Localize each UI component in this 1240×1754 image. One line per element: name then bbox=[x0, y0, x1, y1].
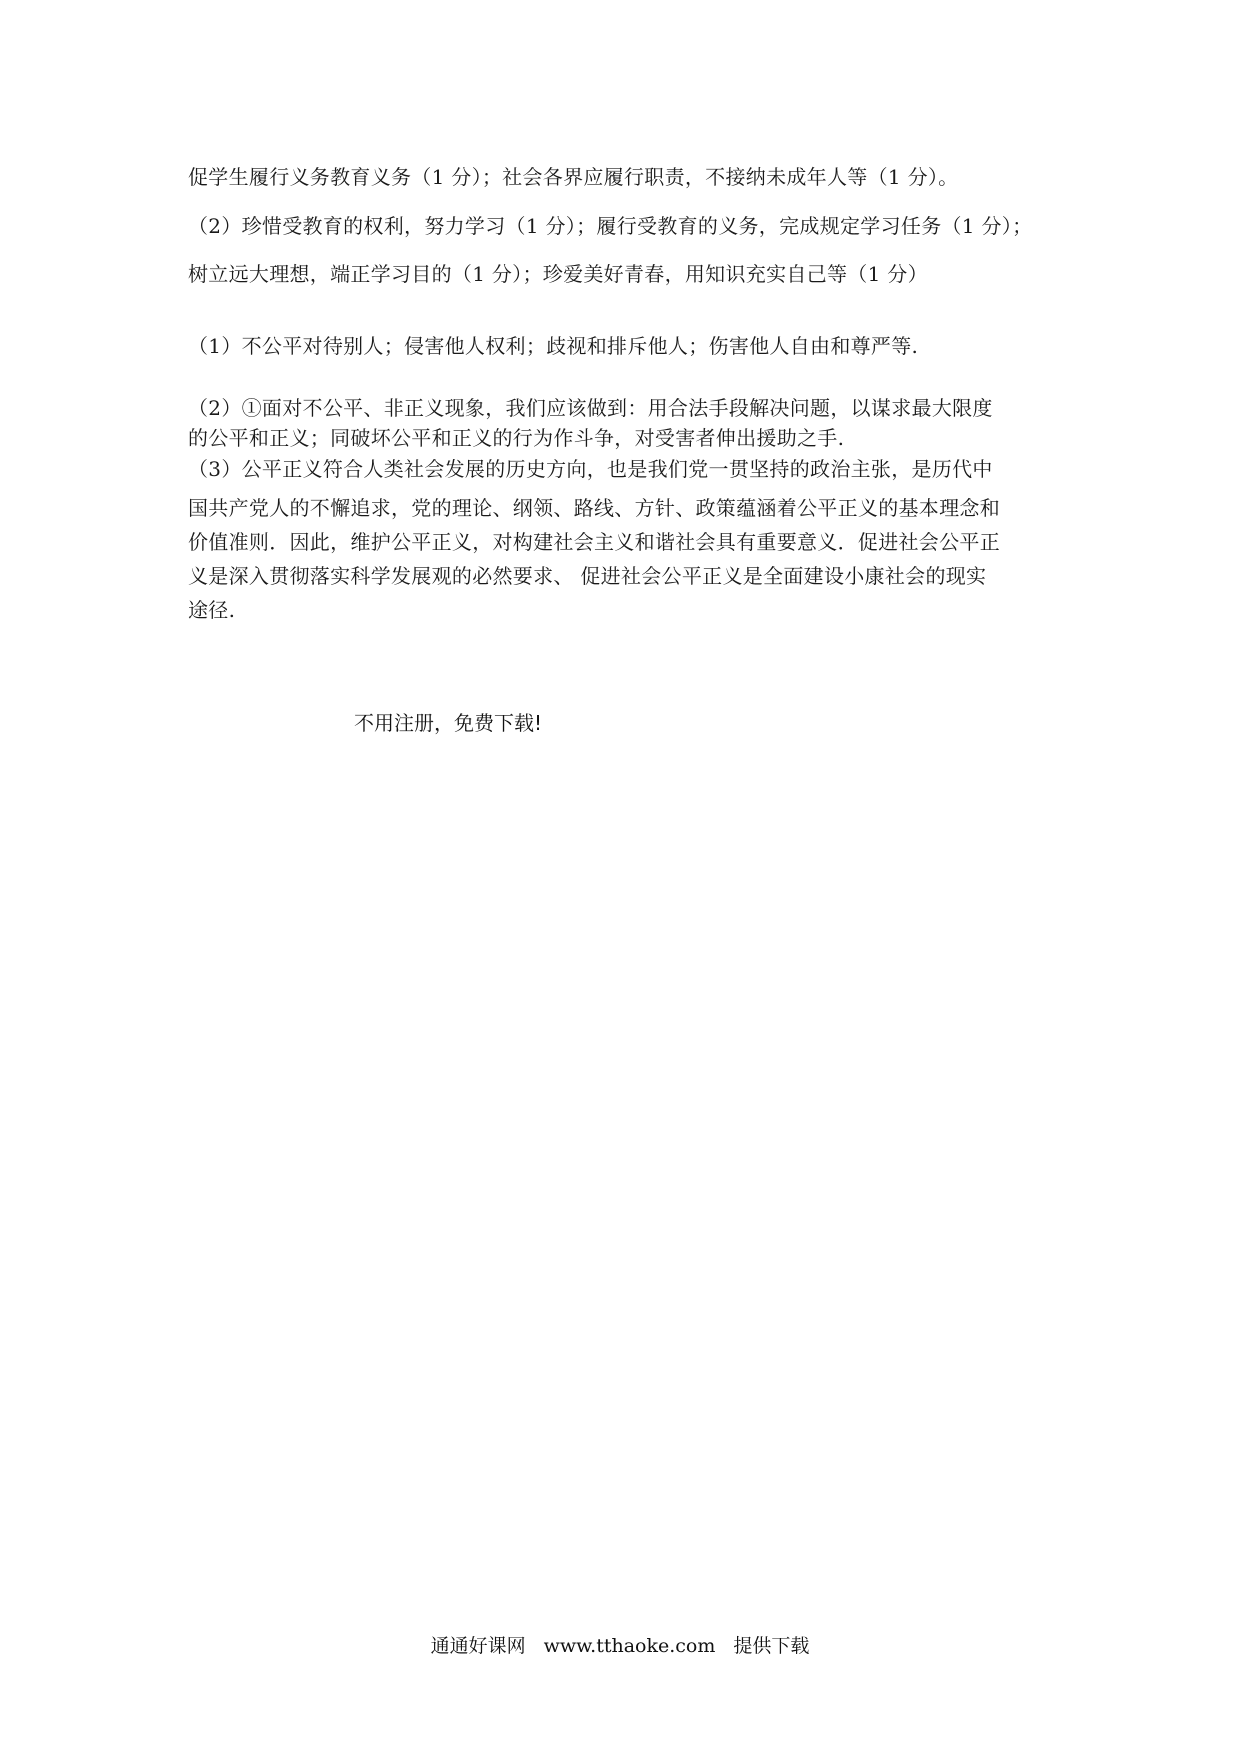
promo-text: 不用注册，免费下载! bbox=[354, 711, 543, 735]
answer-line-1: 促学生履行义务教育义务（1 分）；社会各界应履行职责，不接纳未成年人等（1 分）。 bbox=[188, 165, 959, 189]
answer-line-11: 途径. bbox=[188, 598, 236, 622]
answer-line-5: （2）①面对不公平、非正义现象，我们应该做到：用合法手段解决问题，以谋求最大限度 bbox=[188, 396, 993, 420]
answer-line-2: （2）珍惜受教育的权利，努力学习（1 分）；履行受教育的义务，完成规定学习任务（1 分）； bbox=[188, 214, 1033, 238]
answer-line-7: （3）公平正义符合人类社会发展的历史方向，也是我们党一贯坚持的政治主张，是历代中 bbox=[188, 457, 993, 481]
answer-line-8: 国共产党人的不懈追求，党的理论、纲领、路线、方针、政策蕴涵着公平正义的基本理念和 bbox=[188, 496, 1000, 520]
answer-line-4: （1）不公平对待别人；侵害他人权利；歧视和排斥他人；伤害他人自由和尊严等. bbox=[188, 334, 919, 358]
footer bbox=[0, 1632, 1240, 1660]
answer-line-6: 的公平和正义；同破坏公平和正义的行为作斗争，对受害者伸出援助之手. bbox=[188, 426, 845, 450]
answer-line-9: 价值准则．因此，维护公平正义，对构建社会主义和谐社会具有重要意义．促进社会公平正 bbox=[188, 530, 1000, 554]
answer-line-3: 树立远大理想，端正学习目的（1 分）；珍爱美好青春，用知识充实自己等（1 分） bbox=[188, 262, 928, 286]
footer-url-link[interactable]: www.tthaoke.com bbox=[543, 1635, 716, 1657]
answer-line-10: 义是深入贯彻落实科学发展观的必然要求、 促进社会公平正义是全面建设小康社会的现实 bbox=[188, 564, 987, 588]
footer-site-name: 通通好课网 bbox=[430, 1635, 526, 1657]
footer-suffix: 提供下载 bbox=[733, 1635, 810, 1657]
